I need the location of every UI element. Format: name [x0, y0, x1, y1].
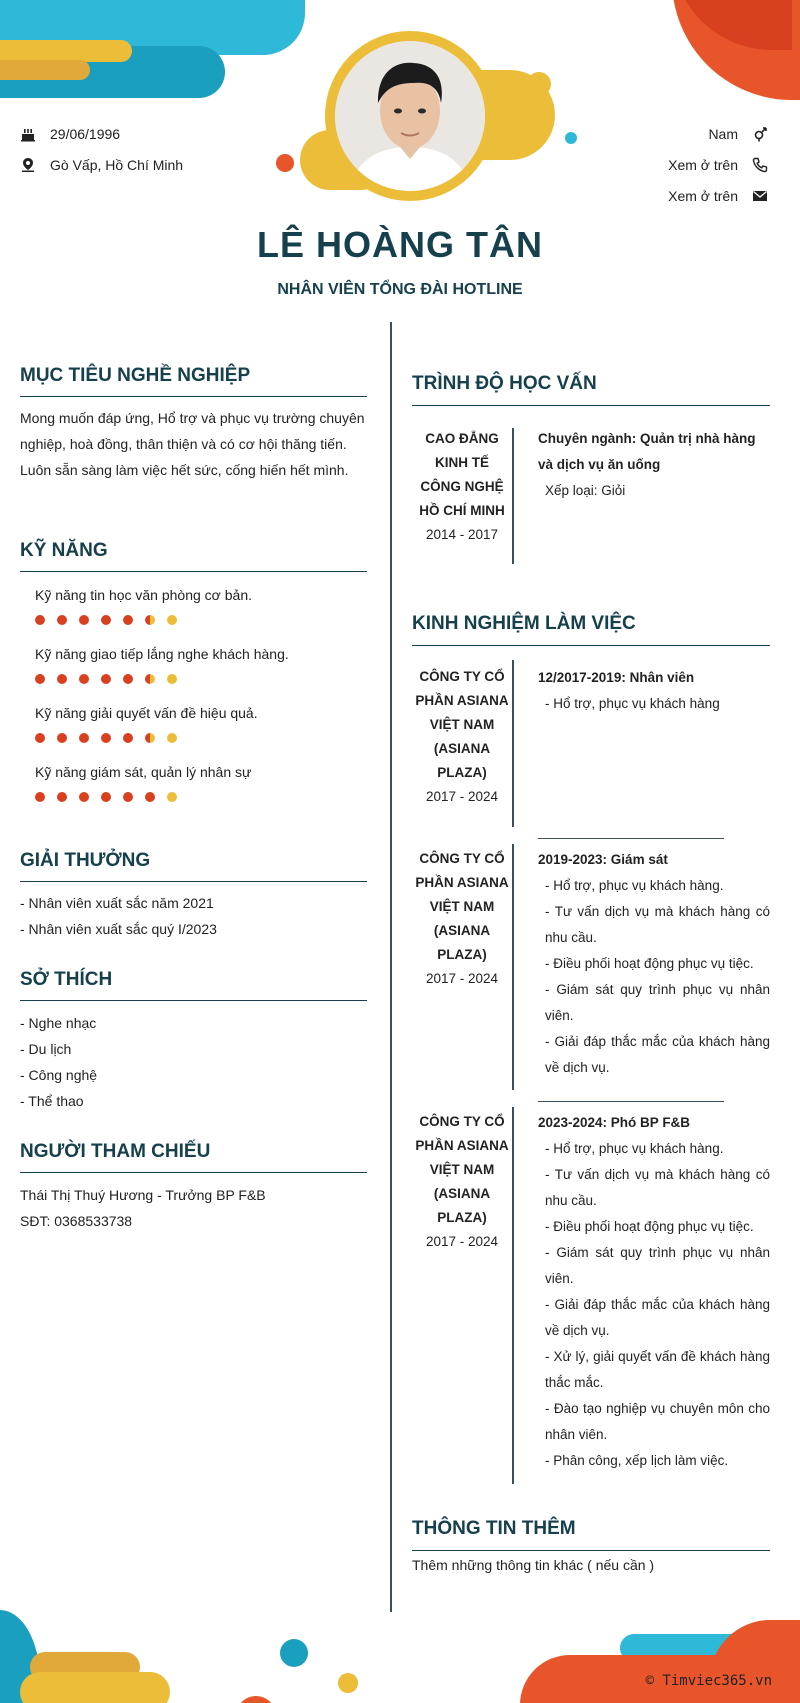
- rating-dot: [35, 792, 45, 802]
- extra-text: Thêm những thông tin khác ( nếu cần ): [412, 1557, 655, 1573]
- phone-icon: [752, 157, 768, 173]
- rating-dot: [123, 792, 133, 802]
- skill-name: Kỹ năng tin học văn phòng cơ bản.: [35, 587, 252, 603]
- references-underline: [20, 1172, 367, 1173]
- job-years: 2017 - 2024: [425, 971, 499, 986]
- job-company: [407, 1110, 517, 1254]
- objective-title: MỤC TIÊU NGHỀ NGHIỆP: [20, 365, 251, 386]
- job-timeline: [512, 844, 514, 1090]
- gender-value: Nam: [708, 126, 738, 142]
- company-line: VIỆT NAM: [429, 1162, 495, 1177]
- hobbies-title: SỞ THÍCH: [20, 969, 113, 990]
- skill-rating: [35, 615, 177, 625]
- hobbies-underline: [20, 1000, 367, 1001]
- references-text: [20, 1182, 370, 1234]
- dot-cyan: [565, 132, 577, 144]
- hobby-item: - Công nghệ: [20, 1067, 98, 1083]
- awards-title: GIẢI THƯỞNG: [20, 850, 151, 871]
- job-duty: - Tư vấn dịch vụ mà khách hàng có nhu cầu.: [545, 904, 770, 945]
- candidate-name: LÊ HOÀNG TÂN: [257, 224, 543, 265]
- skill-name: Kỹ năng giám sát, quản lý nhân sự: [35, 764, 252, 780]
- job-duty: - Điều phối hoạt động phục vụ tiệc.: [545, 956, 754, 971]
- job-duty: - Giám sát quy trình phục vụ nhân viên.: [545, 1245, 770, 1286]
- company-line: PLAZA): [437, 1210, 487, 1225]
- phone-value: Xem ở trên: [668, 157, 738, 173]
- objective-line: Luôn sẵn sàng làm việc hết sức, cống hiến hết mình.: [20, 462, 349, 478]
- phone: [668, 157, 768, 173]
- rating-dot: [57, 674, 67, 684]
- copyright: © Timviec365.vn: [645, 1673, 772, 1689]
- company-line: PHẦN ASIANA: [415, 875, 509, 890]
- school-line: HỒ CHÍ MINH: [419, 503, 505, 518]
- job-detail: [538, 847, 770, 1081]
- job-duty: - Giám sát quy trình phục vụ nhân viên.: [545, 982, 770, 1023]
- skill-name: Kỹ năng giải quyết vấn đề hiệu quả.: [35, 705, 258, 721]
- job-duty: - Hổ trợ, phục vụ khách hàng.: [545, 1141, 724, 1156]
- awards-underline: [20, 881, 367, 882]
- rating-dot: [57, 615, 67, 625]
- cake-icon: [20, 126, 36, 142]
- job-role: 2023-2024: Phó BP F&B: [538, 1115, 691, 1130]
- company-line: (ASIANA: [433, 741, 491, 756]
- job-duty: - Xử lý, giải quyết vấn đề khách hàng thắc mắc.: [545, 1349, 770, 1390]
- address-value: Gò Vấp, Hồ Chí Minh: [50, 157, 184, 173]
- gender: [708, 126, 768, 142]
- award-item: - Nhân viên xuất sắc năm 2021: [20, 895, 214, 911]
- rating-dot: [167, 792, 177, 802]
- job-duty: - Hổ trợ, phục vụ khách hàng: [545, 696, 720, 711]
- education-school: [407, 427, 517, 547]
- job-title: NHÂN VIÊN TỔNG ĐÀI HOTLINE: [277, 281, 523, 298]
- rating-dot: [101, 674, 111, 684]
- gender-icon: [752, 126, 768, 142]
- experience-underline: [412, 645, 770, 646]
- education-detail: [538, 426, 770, 504]
- job-detail: [538, 1110, 770, 1474]
- job-role: 12/2017-2019: Nhân viên: [538, 670, 695, 685]
- skills-title: KỸ NĂNG: [20, 540, 108, 561]
- decor-bottom-right: [520, 1610, 800, 1703]
- dot-red: [276, 154, 294, 172]
- skill-rating: [35, 733, 177, 743]
- decor-bottom-circle-cyan: [280, 1639, 308, 1667]
- rating-dot: [35, 674, 45, 684]
- objective-line: Mong muốn đáp ứng, Hổ trợ và phục vụ trường chuyên: [20, 410, 365, 426]
- objective-text: [20, 405, 370, 483]
- skill-rating: [35, 792, 177, 802]
- rating-dot: [167, 615, 177, 625]
- decor-bottom-circle-yellow: [338, 1673, 358, 1693]
- extra-title: THÔNG TIN THÊM: [412, 1518, 576, 1539]
- job-company: [407, 847, 517, 991]
- major-line: và dịch vụ ăn uống: [538, 457, 661, 472]
- rating-dot: [35, 615, 45, 625]
- skill-rating: [35, 674, 177, 684]
- rating-dot: [79, 674, 89, 684]
- job-duty: - Hổ trợ, phục vụ khách hàng.: [545, 878, 724, 893]
- avatar: [335, 41, 485, 191]
- hobbies-list: [20, 1010, 370, 1114]
- awards-list: [20, 890, 370, 942]
- school-line: CÔNG NGHỆ: [420, 479, 504, 494]
- education-timeline: [512, 428, 514, 564]
- education-underline: [412, 405, 770, 406]
- column-divider: [390, 322, 392, 1612]
- reference-line: Thái Thị Thuý Hương - Trưởng BP F&B: [20, 1187, 266, 1203]
- decor-bottom-red: [236, 1696, 276, 1703]
- job-company: [407, 665, 517, 809]
- map-pin-icon: [20, 157, 36, 173]
- company-line: VIỆT NAM: [429, 717, 495, 732]
- hobby-item: - Du lịch: [20, 1041, 72, 1057]
- experience-title: KINH NGHIỆM LÀM VIỆC: [412, 613, 636, 634]
- envelope-icon: [752, 188, 768, 204]
- job-years: 2017 - 2024: [425, 1234, 499, 1249]
- company-line: CÔNG TY CỔ: [419, 669, 505, 684]
- job-timeline: [512, 1107, 514, 1484]
- rating-dot: [167, 674, 177, 684]
- email: [668, 188, 768, 204]
- rating-dot: [101, 792, 111, 802]
- award-item: - Nhân viên xuất sắc quý I/2023: [20, 921, 217, 937]
- education-years: 2014 - 2017: [425, 527, 499, 542]
- rating-dot: [79, 733, 89, 743]
- birthday-value: 29/06/1996: [50, 126, 121, 142]
- rating-dot: [123, 615, 133, 625]
- email-value: Xem ở trên: [668, 188, 738, 204]
- objective-line: nghiệp, hoà đồng, thân thiện và có cơ hội thăng tiến.: [20, 436, 347, 452]
- company-line: CÔNG TY CỔ: [419, 851, 505, 866]
- objective-underline: [20, 396, 367, 397]
- company-line: (ASIANA: [433, 923, 491, 938]
- job-duty: - Giải đáp thắc mắc của khách hàng về dịch vụ.: [545, 1297, 770, 1338]
- skill-name: Kỹ năng giao tiếp lắng nghe khách hàng.: [35, 646, 289, 662]
- company-line: VIỆT NAM: [429, 899, 495, 914]
- rating-dot: [79, 792, 89, 802]
- decor-bottom-left: [0, 1610, 200, 1703]
- hobby-item: - Nghe nhạc: [20, 1015, 97, 1031]
- company-line: PHẦN ASIANA: [415, 693, 509, 708]
- rating-dot: [123, 674, 133, 684]
- rating-dot: [101, 733, 111, 743]
- job-years: 2017 - 2024: [425, 789, 499, 804]
- decor-top-left: [0, 0, 310, 100]
- school-line: KINH TẾ: [435, 455, 489, 470]
- extra-underline: [412, 1550, 770, 1551]
- rating-dot: [145, 674, 155, 684]
- rating-dot: [167, 733, 177, 743]
- references-title: NGƯỜI THAM CHIẾU: [20, 1141, 211, 1162]
- birthday: [20, 126, 120, 142]
- job-duty: - Phân công, xếp lịch làm việc.: [545, 1453, 729, 1468]
- rating-dot: [57, 733, 67, 743]
- job-duty: - Tư vấn dịch vụ mà khách hàng có nhu cầu.: [545, 1167, 770, 1208]
- job-duty: - Giải đáp thắc mắc của khách hàng về dịch vụ.: [545, 1034, 770, 1075]
- company-line: PLAZA): [437, 765, 487, 780]
- education-grade: Xếp loại: Giỏi: [545, 483, 626, 498]
- rating-dot: [145, 792, 155, 802]
- school-line: CAO ĐẲNG: [425, 431, 499, 446]
- skills-underline: [20, 571, 367, 572]
- company-line: CÔNG TY CỔ: [419, 1114, 505, 1129]
- education-title: TRÌNH ĐỘ HỌC VẤN: [412, 373, 597, 394]
- job-duty: - Đào tạo nghiệp vụ chuyên môn cho nhân viên.: [545, 1401, 770, 1442]
- rating-dot: [145, 615, 155, 625]
- rating-dot: [79, 615, 89, 625]
- job-role: 2019-2023: Giám sát: [538, 852, 668, 867]
- rating-dot: [57, 792, 67, 802]
- rating-dot: [123, 733, 133, 743]
- company-line: PLAZA): [437, 947, 487, 962]
- rating-dot: [145, 733, 155, 743]
- job-separator: [538, 838, 724, 839]
- address: [20, 157, 183, 173]
- rating-dot: [35, 733, 45, 743]
- job-timeline: [512, 660, 514, 827]
- company-line: PHẦN ASIANA: [415, 1138, 509, 1153]
- rating-dot: [101, 615, 111, 625]
- major-line: Chuyên ngành: Quản trị nhà hàng: [538, 431, 756, 446]
- job-separator: [538, 1101, 724, 1102]
- company-line: (ASIANA: [433, 1186, 491, 1201]
- reference-line: SĐT: 0368533738: [20, 1213, 133, 1229]
- hobby-item: - Thể thao: [20, 1093, 84, 1109]
- dot-yellow: [527, 72, 551, 96]
- job-detail: [538, 665, 770, 717]
- job-duty: - Điều phối hoạt động phục vụ tiệc.: [545, 1219, 754, 1234]
